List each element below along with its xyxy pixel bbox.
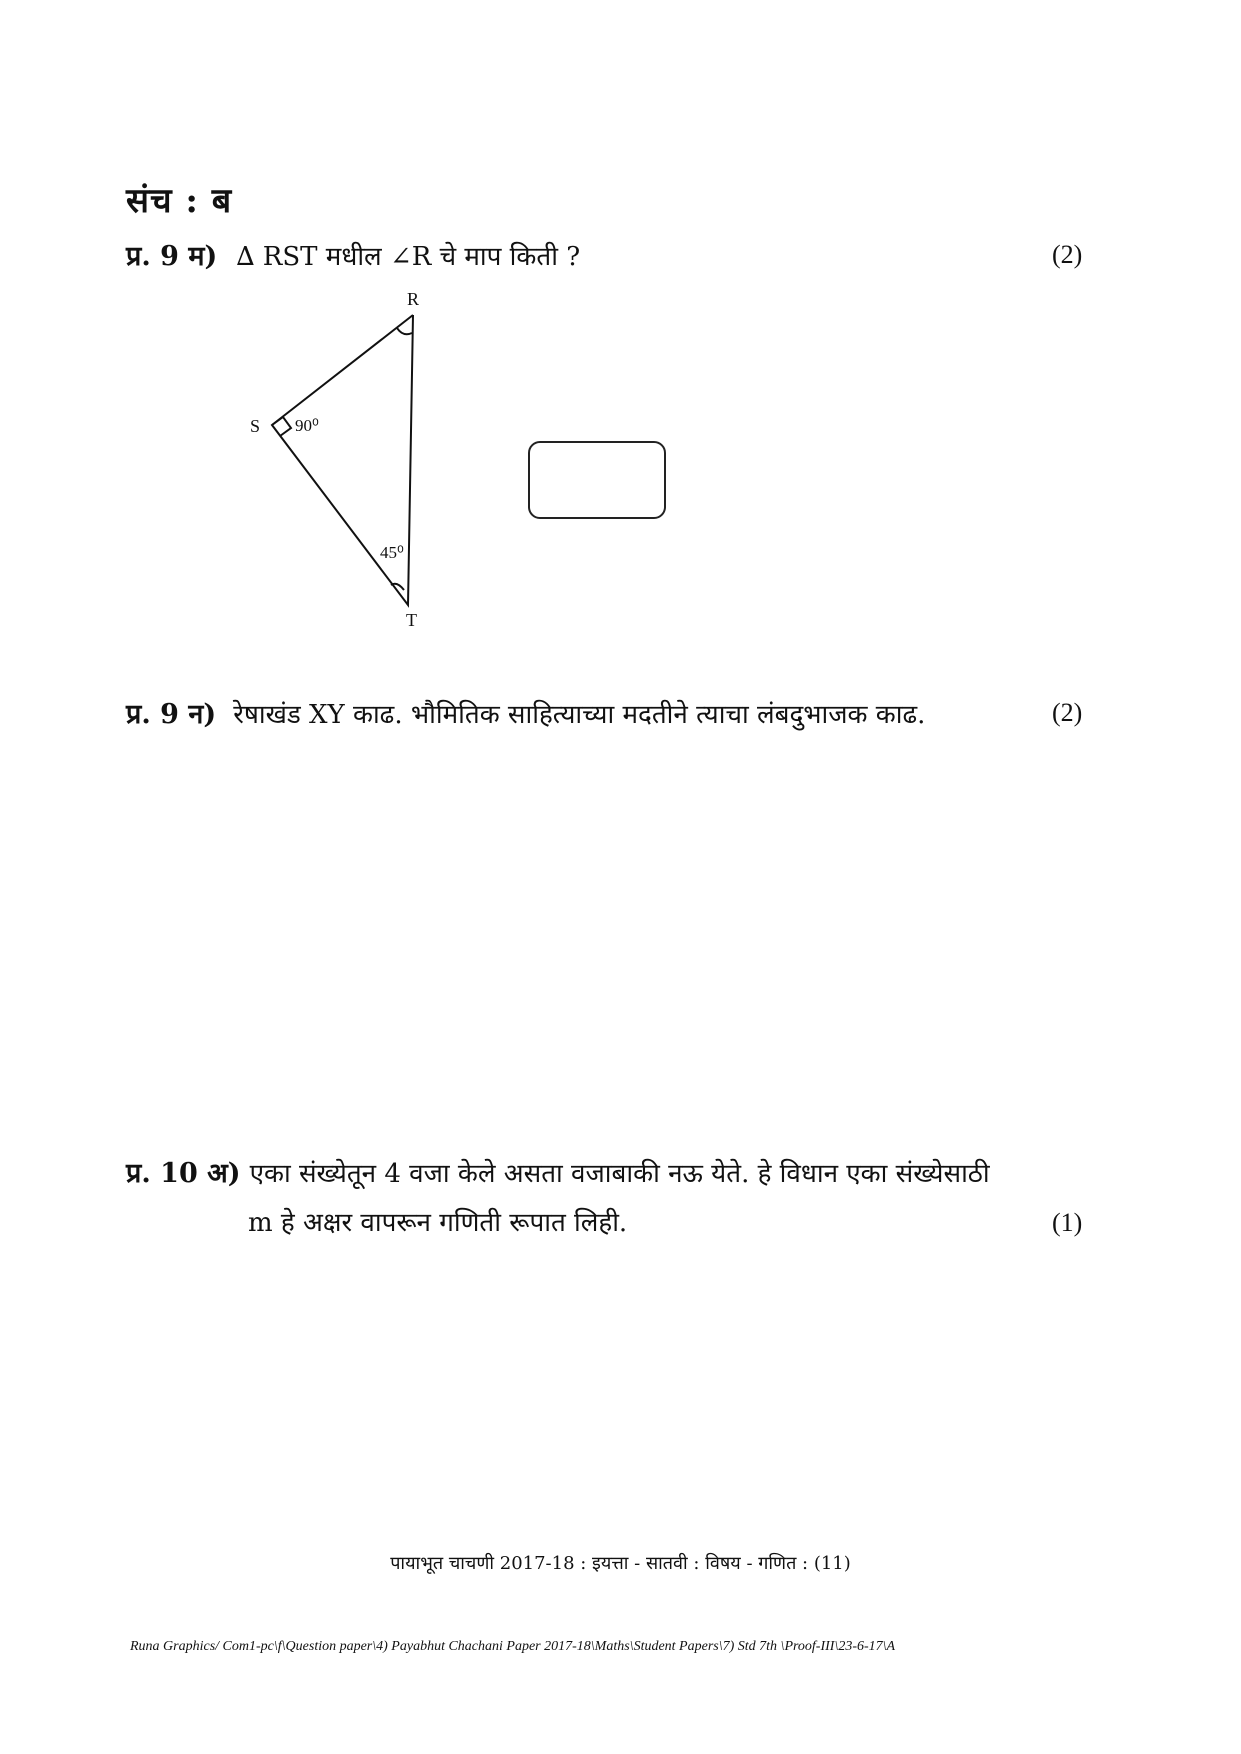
question-number: प्र. 9 न)	[126, 699, 217, 730]
question-text: रेषाखंड XY काढ. भौमितिक साहित्याच्या मदतीने त्याचा लंबदुभाजक काढ.	[233, 700, 926, 730]
page-footer: पायाभूत चाचणी 2017-18 : इयत्ता - सातवी : विषय - गणित : (11)	[390, 1553, 851, 1574]
question-9n	[126, 694, 925, 731]
angle-label-s: 90⁰	[295, 416, 319, 435]
question-number: प्र. 9 म)	[126, 241, 218, 272]
answer-box[interactable]	[528, 441, 666, 519]
marks-label: (1)	[1052, 1208, 1083, 1237]
angle-arc-r	[397, 328, 412, 334]
question-text-line2: m हे अक्षर वापरून गणिती रूपात लिही.	[248, 1208, 628, 1238]
angle-arc-t	[391, 584, 404, 590]
proof-path-line: Runa Graphics/ Com1-pc\f\Question paper\4) Payabhut Chachani Paper 2017-18\Maths\Student Papers\7) Std 7th \Proof-III\23-6-17\A	[130, 1639, 896, 1654]
set-title: संच : ब	[126, 181, 233, 221]
marks-label: (2)	[1052, 240, 1083, 269]
triangle-figure	[240, 285, 440, 630]
question-10a	[126, 1153, 990, 1190]
vertex-label-r: R	[407, 289, 420, 309]
question-text-line1: एका संख्येतून 4 वजा केले असता वजाबाकी नऊ येते. हे विधान एका संख्येसाठी	[249, 1159, 990, 1189]
question-number: प्र. 10 अ)	[126, 1158, 241, 1189]
right-angle-marker-s	[272, 417, 291, 436]
angle-label-t: 45⁰	[380, 543, 404, 562]
question-9m	[126, 236, 580, 273]
vertex-label-s: S	[250, 416, 261, 436]
marks-label: (2)	[1052, 698, 1083, 727]
vertex-label-t: T	[406, 610, 417, 630]
question-text: ∆ RST मधील ∠R चे माप किती ?	[236, 242, 581, 272]
